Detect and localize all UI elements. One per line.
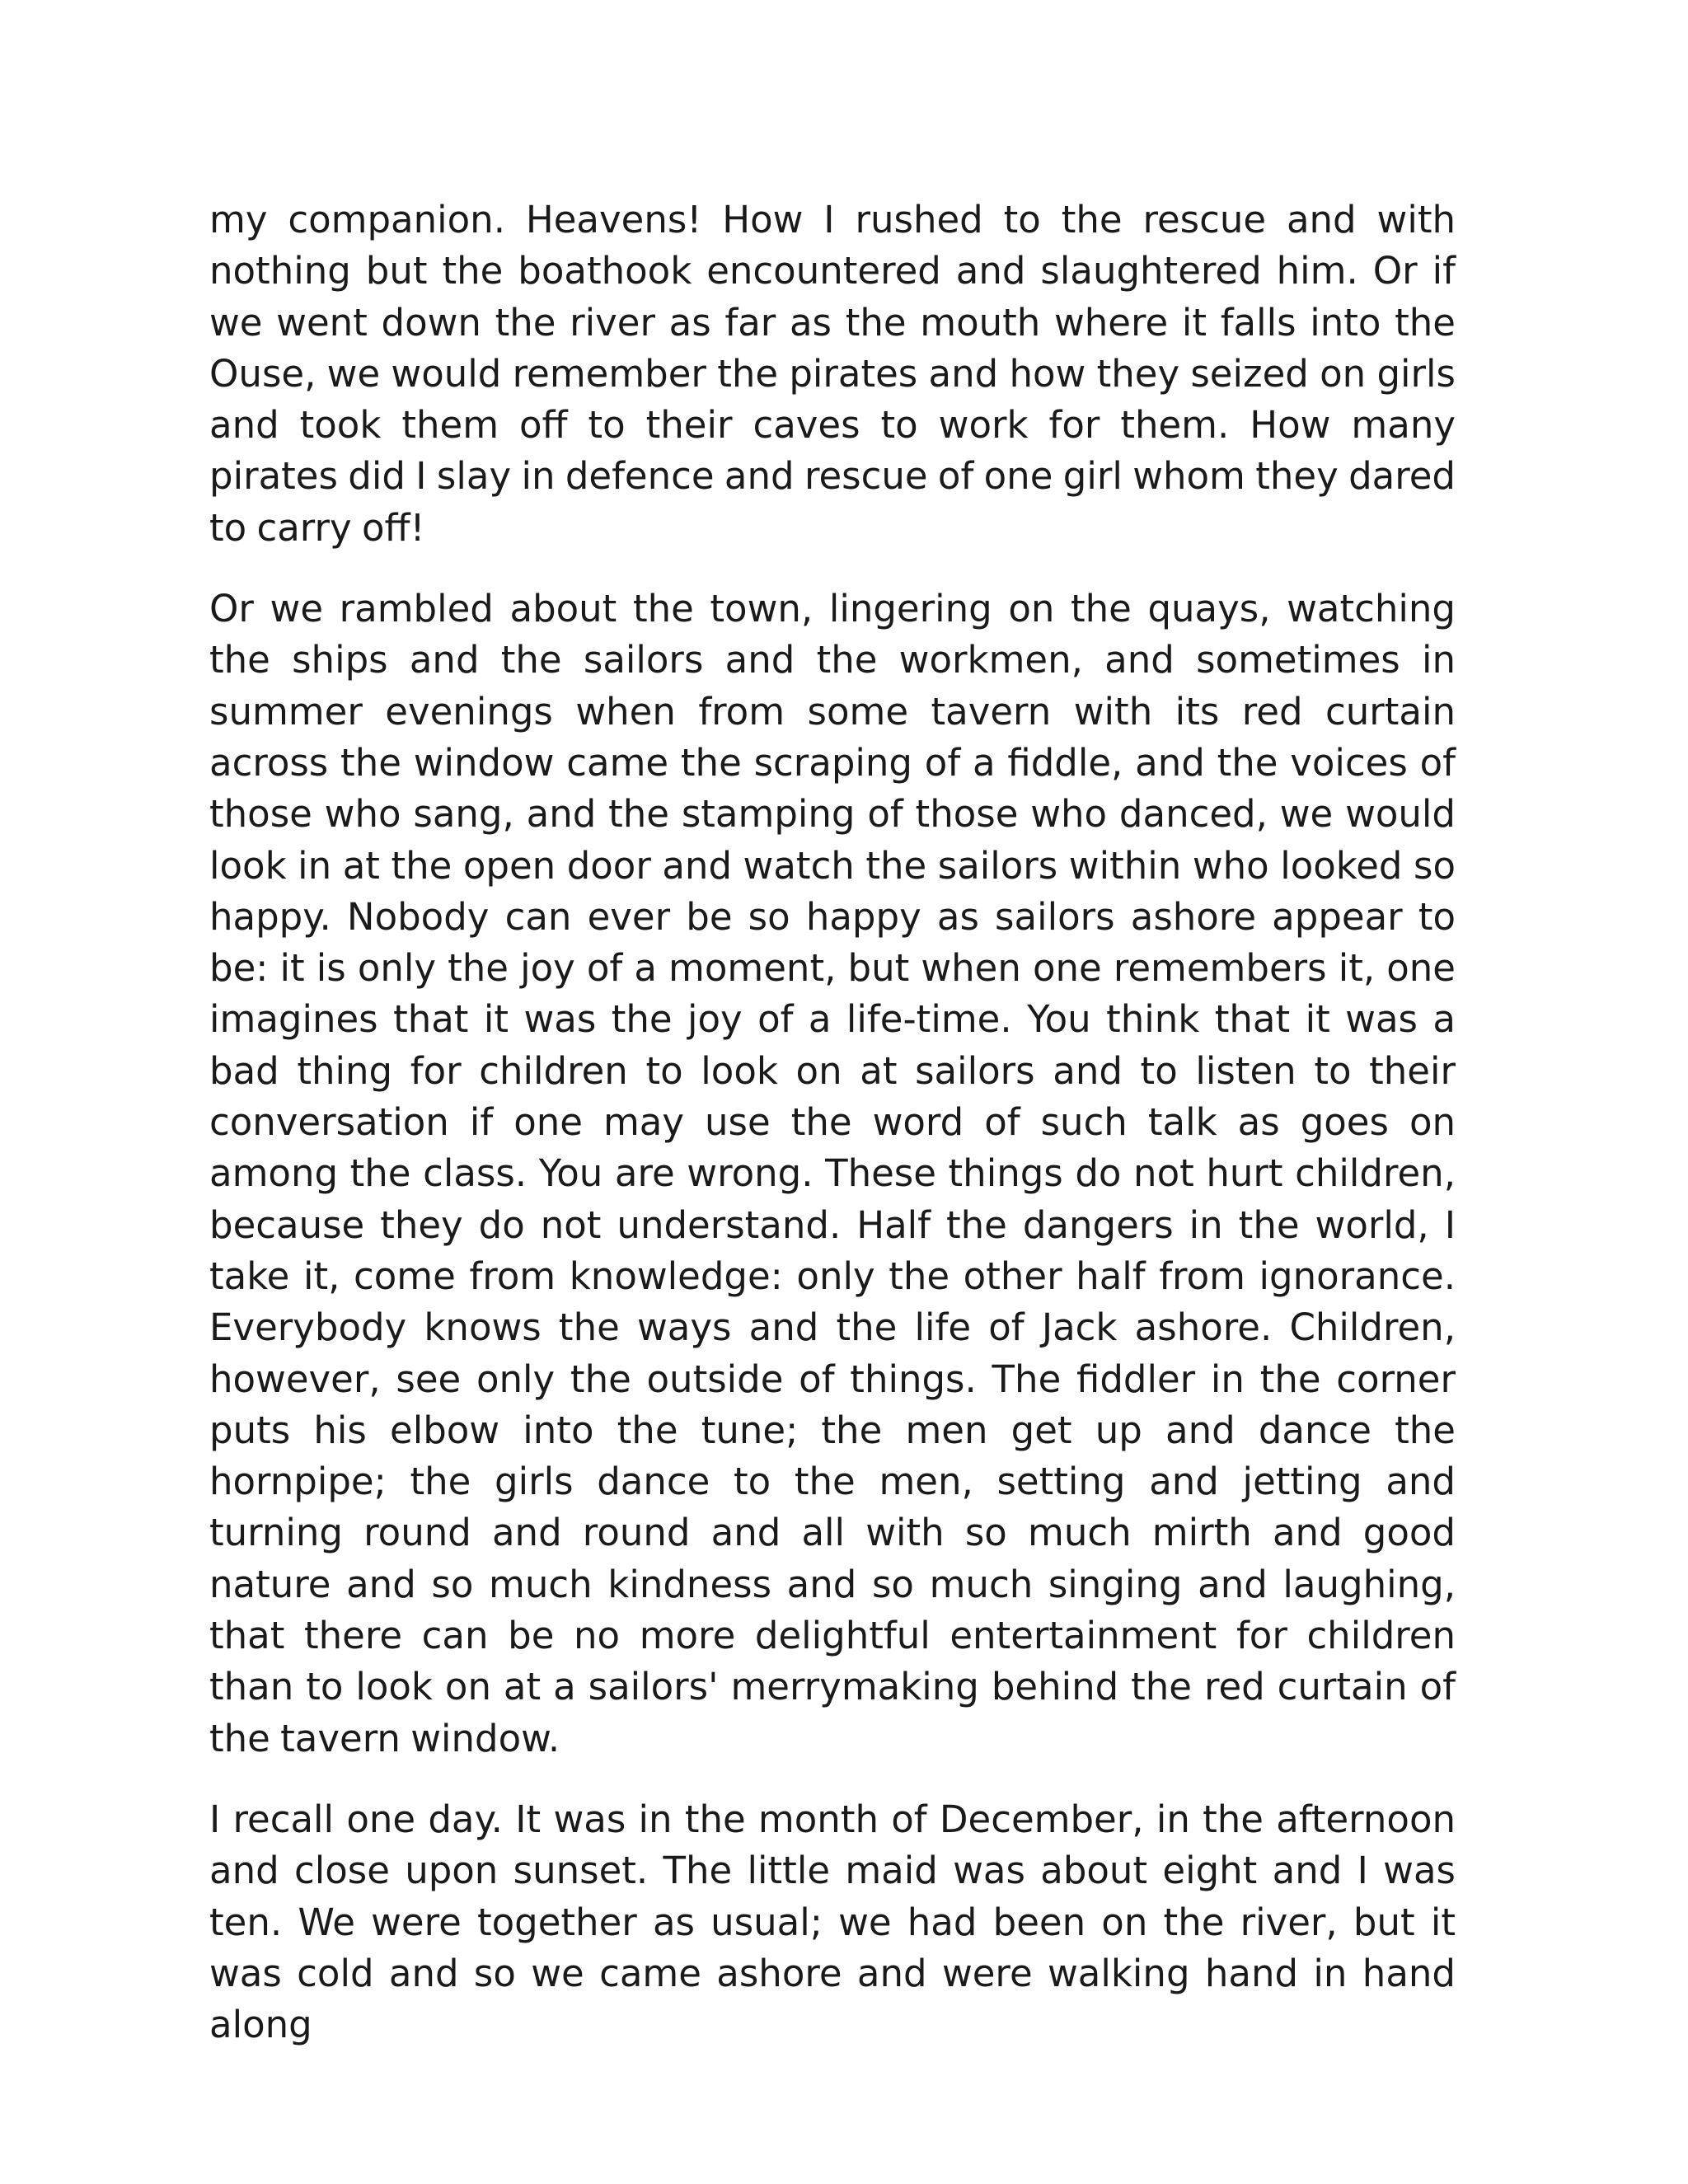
paragraph-1: my companion. Heavens! How I rushed to the rescue and with nothing but the boathook encountered and slaughtered him. Or if we went down the river as far as the mouth where it falls into the Ouse, we would remember the pirates and how they seized on girls and took them off to their caves to work for them. How many pirates did I slay in defence and rescue of one girl whom they dared to carry off! [209,198,1456,550]
body-text [209,194,1456,2050]
paragraph-3: I recall one day. It was in the month of December, in the afternoon and close upon sunset. The little maid was about eight and I was ten. We were together as usual; we had been on the river, but it was cold and so we came ashore and were walking hand in hand along [209,1797,1456,2047]
paragraph-2: Or we rambled about the town, lingering on the quays, watching the ships and the sailors and the workmen, and sometimes in summer evenings when from some tavern with its red curtain across the window came the scraping of a fiddle, and the voices of those who sang, and the stamping of those who danced, we would look in at the open door and watch the sailors within who looked so happy. Nobody can ever be so happy as sailors ashore appear to be: it is only the joy of a moment, but when one remembers it, one imagines that it was the joy of a life-time. You think that it was a bad thing for children to look on at sailors and to listen to their conversation if one may use the word of such talk as goes on among the class. You are wrong. These things do not hurt children, because they do not understand. Half the dangers in the world, I take it, come from knowledge: only the other half from ignorance. Everybody knows the ways and the life of Jack ashore. Children, however, see only the outside of things. The fiddler in the corner puts his elbow into the tune; the men get up and dance the hornpipe; the girls dance to the men, setting and jetting and turning round and round and all with so much mirth and good nature and so much kindness and so much singing and laughing, that there can be no more delightful entertainment for children than to look on at a sailors' merrymaking behind the red curtain of the tavern window. [209,587,1456,1760]
